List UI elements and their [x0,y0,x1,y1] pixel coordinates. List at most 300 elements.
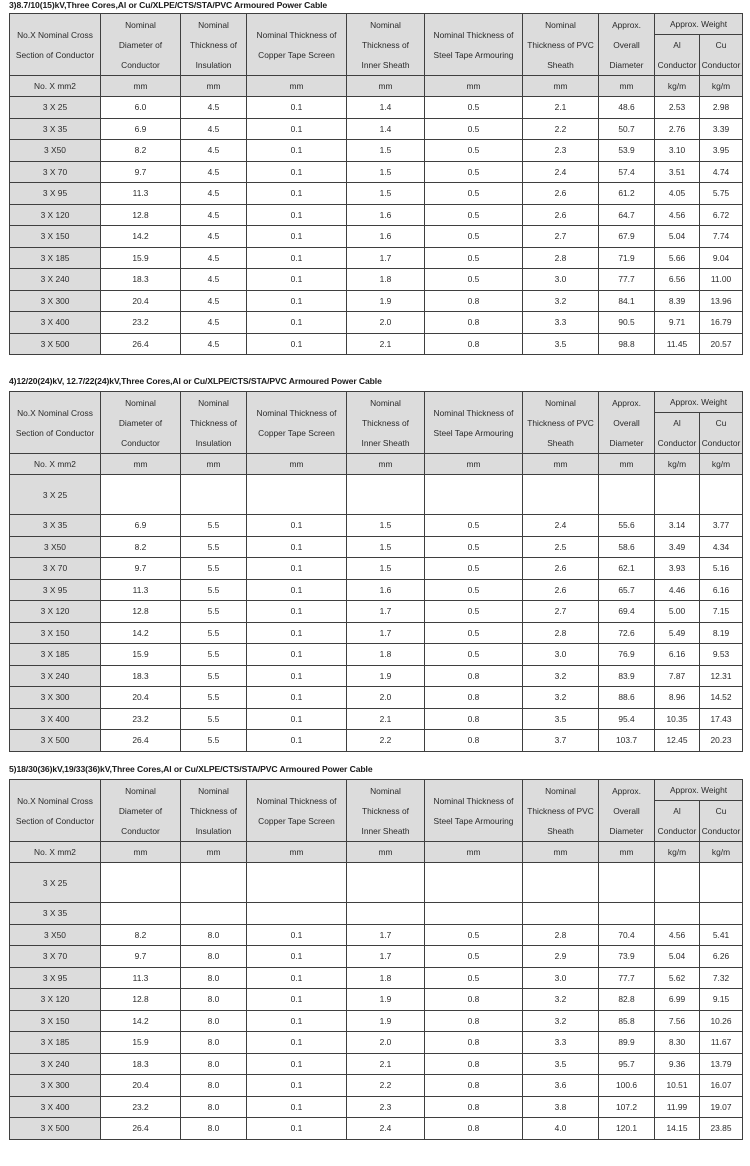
pvc-sheath-cell: 3.6 [523,1075,599,1097]
al-weight-cell: 5.66 [655,247,700,269]
overall-diameter-cell: 64.7 [599,204,655,226]
table-row [10,1096,743,1118]
steel-tape-header [425,14,523,76]
pvc-sheath-cell: 3.0 [523,967,599,989]
unit-pvc-sheath: mm [523,842,599,863]
overall-diameter-cell: 84.1 [599,290,655,312]
table-row [10,863,743,903]
insulation-cell: 8.0 [181,1053,247,1075]
cross-section-cell: 3 X 150 [10,1010,101,1032]
insulation-header [181,392,247,454]
header-line: No.X Nominal Cross [17,407,93,418]
steel-tape-cell: 0.5 [425,622,523,644]
inner-sheath-cell: 2.3 [347,1096,425,1118]
inner-sheath-cell: 1.6 [347,226,425,248]
copper-tape-cell: 0.1 [247,118,347,140]
inner-sheath-header [347,14,425,76]
copper-tape-cell [247,475,347,515]
header-line: Section of Conductor [15,427,95,438]
copper-tape-cell: 0.1 [247,312,347,334]
copper-tape-cell: 0.1 [247,967,347,989]
al-weight-cell: 5.62 [655,967,700,989]
diameter-cell: 18.3 [101,665,181,687]
insulation-cell: 8.0 [181,967,247,989]
unit-cross-section: No. X mm2 [10,454,101,475]
insulation-cell: 8.0 [181,1032,247,1054]
header-line: Thickness of [361,417,409,428]
unit-inner-sheath: mm [347,76,425,97]
inner-sheath-cell: 2.2 [347,730,425,752]
unit-diameter: mm [101,842,181,863]
cross-section-cell: 3 X 240 [10,665,101,687]
insulation-cell: 5.5 [181,708,247,730]
unit-diameter: mm [101,454,181,475]
spec-table [9,779,743,1140]
inner-sheath-cell: 2.1 [347,333,425,355]
header-line: Copper Tape Screen [258,49,335,60]
steel-tape-cell: 0.8 [425,730,523,752]
cu-weight-cell: 7.74 [700,226,743,248]
pvc-sheath-cell: 3.3 [523,1032,599,1054]
cross-section-cell: 3 X 400 [10,708,101,730]
cu-weight-cell: 8.19 [700,622,743,644]
inner-sheath-cell: 1.7 [347,946,425,968]
overall-diameter-header [599,14,655,76]
insulation-cell: 4.5 [181,183,247,205]
pvc-sheath-cell: 3.5 [523,333,599,355]
header-line: Insulation [195,59,232,70]
cross-section-cell: 3 X 500 [10,333,101,355]
insulation-cell: 8.0 [181,1075,247,1097]
diameter-cell: 9.7 [101,161,181,183]
overall-diameter-cell: 83.9 [599,665,655,687]
approx-weight-header: Approx. Weight [655,780,743,801]
inner-sheath-cell: 2.1 [347,708,425,730]
diameter-header [101,392,181,454]
steel-tape-cell: 0.5 [425,97,523,119]
insulation-cell: 8.0 [181,924,247,946]
steel-tape-cell: 0.5 [425,946,523,968]
cu-weight-cell [700,475,743,515]
header-line: Steel Tape Armouring [433,49,514,60]
table-row [10,515,743,537]
unit-copper-tape: mm [247,76,347,97]
al-weight-cell: 5.04 [655,946,700,968]
diameter-cell: 14.2 [101,226,181,248]
unit-al-weight: kg/m [655,76,700,97]
unit-cu-weight: kg/m [700,76,743,97]
units-row [10,842,743,863]
header-line: Nominal [198,19,229,30]
inner-sheath-header [347,392,425,454]
steel-tape-header [425,392,523,454]
steel-tape-cell: 0.8 [425,333,523,355]
steel-tape-cell [425,903,523,925]
cu-conductor-header [700,801,743,842]
overall-diameter-cell: 120.1 [599,1118,655,1140]
cross-section-cell: 3 X 70 [10,558,101,580]
al-conductor-header [655,801,700,842]
header-line: Nominal [370,19,401,30]
inner-sheath-cell: 2.0 [347,312,425,334]
inner-sheath-cell: 1.8 [347,967,425,989]
diameter-cell: 6.9 [101,118,181,140]
insulation-cell: 4.5 [181,312,247,334]
pvc-sheath-cell: 3.2 [523,665,599,687]
inner-sheath-cell: 1.5 [347,140,425,162]
header-line: Nominal [125,19,156,30]
diameter-cell: 9.7 [101,946,181,968]
inner-sheath-cell: 1.9 [347,1010,425,1032]
overall-diameter-header [599,392,655,454]
unit-cu-weight: kg/m [700,842,743,863]
overall-diameter-cell: 62.1 [599,558,655,580]
pvc-sheath-cell: 3.2 [523,687,599,709]
cross-section-cell: 3 X 400 [10,312,101,334]
inner-sheath-cell: 1.6 [347,204,425,226]
al-weight-cell: 6.99 [655,989,700,1011]
pvc-sheath-cell: 2.6 [523,558,599,580]
copper-tape-cell: 0.1 [247,1096,347,1118]
insulation-cell [181,903,247,925]
copper-tape-cell: 0.1 [247,730,347,752]
diameter-cell: 14.2 [101,1010,181,1032]
insulation-cell: 8.0 [181,1096,247,1118]
diameter-header [101,780,181,842]
al-weight-cell: 3.10 [655,140,700,162]
inner-sheath-cell: 1.7 [347,622,425,644]
header-line: Nominal [198,397,229,408]
section-title: 3)8.7/10(15)kV,Three Cores,Al or Cu/XLPE/CTS/STA/PVC Armoured Power Cable [9,0,328,10]
cu-weight-cell: 4.74 [700,161,743,183]
pvc-sheath-cell: 3.0 [523,269,599,291]
table-row [10,644,743,666]
al-weight-cell [655,863,700,903]
insulation-cell: 4.5 [181,333,247,355]
header-line: Diameter [609,825,644,836]
inner-sheath-cell: 1.8 [347,644,425,666]
pvc-sheath-cell: 2.3 [523,140,599,162]
cu-weight-cell: 3.95 [700,140,743,162]
table-row [10,269,743,291]
overall-diameter-cell: 98.8 [599,333,655,355]
steel-tape-header [425,780,523,842]
overall-diameter-cell [599,863,655,903]
unit-insulation: mm [181,842,247,863]
al-weight-cell: 8.96 [655,687,700,709]
unit-inner-sheath: mm [347,454,425,475]
overall-diameter-cell: 65.7 [599,579,655,601]
unit-diameter: mm [101,76,181,97]
insulation-cell: 5.5 [181,730,247,752]
header-line: Thickness of [189,417,237,428]
cross-section-cell: 3 X 300 [10,290,101,312]
diameter-cell: 20.4 [101,290,181,312]
insulation-cell: 8.0 [181,946,247,968]
insulation-cell: 4.5 [181,226,247,248]
steel-tape-cell: 0.5 [425,924,523,946]
table-row [10,1075,743,1097]
header-line: Section of Conductor [15,815,95,826]
cu-conductor-header [700,413,743,454]
copper-tape-cell: 0.1 [247,290,347,312]
cross-section-cell: 3 X 120 [10,204,101,226]
inner-sheath-cell: 1.5 [347,161,425,183]
al-conductor-header [655,413,700,454]
table-row [10,1010,743,1032]
inner-sheath-cell: 2.0 [347,687,425,709]
copper-tape-header [247,780,347,842]
cu-weight-cell: 16.07 [700,1075,743,1097]
inner-sheath-cell [347,475,425,515]
diameter-cell: 14.2 [101,622,181,644]
approx-weight-header: Approx. Weight [655,392,743,413]
steel-tape-cell: 0.8 [425,1096,523,1118]
header-line: Diameter [609,437,644,448]
insulation-cell: 4.5 [181,247,247,269]
diameter-cell: 15.9 [101,644,181,666]
diameter-cell [101,475,181,515]
al-weight-cell: 11.99 [655,1096,700,1118]
table-row [10,665,743,687]
cu-weight-cell: 13.79 [700,1053,743,1075]
steel-tape-cell: 0.5 [425,183,523,205]
header-line: Inner Sheath [361,437,410,448]
pvc-sheath-cell [523,475,599,515]
insulation-cell: 5.5 [181,622,247,644]
insulation-header [181,14,247,76]
insulation-cell: 5.5 [181,579,247,601]
insulation-cell: 4.5 [181,290,247,312]
insulation-cell: 5.5 [181,687,247,709]
cu-conductor-header [700,35,743,76]
cross-section-cell: 3 X 500 [10,1118,101,1140]
pvc-sheath-cell [523,903,599,925]
insulation-cell: 4.5 [181,97,247,119]
unit-insulation: mm [181,76,247,97]
cu-weight-cell: 12.31 [700,665,743,687]
spec-table [9,13,743,355]
header-line: Thickness of [361,39,409,50]
inner-sheath-cell: 1.7 [347,247,425,269]
header-line: Conductor [657,826,697,836]
pvc-sheath-cell: 2.6 [523,204,599,226]
pvc-sheath-cell: 3.0 [523,644,599,666]
pvc-sheath-cell: 2.9 [523,946,599,968]
cu-weight-cell: 10.26 [700,1010,743,1032]
diameter-cell: 11.3 [101,579,181,601]
section-title: 5)18/30(36)kV,19/33(36)kV,Three Cores,Al or Cu/XLPE/CTS/STA/PVC Armoured Power Cable [9,764,373,774]
cross-section-cell: 3 X 500 [10,730,101,752]
copper-tape-cell: 0.1 [247,161,347,183]
pvc-sheath-cell: 3.2 [523,1010,599,1032]
overall-diameter-cell: 89.9 [599,1032,655,1054]
inner-sheath-cell: 1.9 [347,290,425,312]
copper-tape-cell: 0.1 [247,226,347,248]
table-row [10,989,743,1011]
al-weight-cell: 5.04 [655,226,700,248]
pvc-sheath-cell: 3.2 [523,290,599,312]
steel-tape-cell: 0.5 [425,161,523,183]
inner-sheath-cell: 1.4 [347,118,425,140]
cross-section-cell: 3 X 185 [10,644,101,666]
al-weight-cell: 4.05 [655,183,700,205]
table-row [10,730,743,752]
copper-tape-cell: 0.1 [247,269,347,291]
copper-tape-cell: 0.1 [247,515,347,537]
unit-steel-tape: mm [425,454,523,475]
cu-weight-cell: 3.39 [700,118,743,140]
header-line: Nominal Thickness of [433,407,514,418]
copper-tape-cell: 0.1 [247,1032,347,1054]
cu-weight-cell: 2.98 [700,97,743,119]
al-weight-cell: 10.35 [655,708,700,730]
diameter-cell: 26.4 [101,1118,181,1140]
insulation-cell: 4.5 [181,118,247,140]
inner-sheath-cell: 1.5 [347,558,425,580]
table-row [10,97,743,119]
cross-section-cell: 3 X 120 [10,601,101,623]
header-line: No.X Nominal Cross [17,795,93,806]
pvc-sheath-cell: 2.8 [523,247,599,269]
copper-tape-cell: 0.1 [247,579,347,601]
header-line: Nominal [545,785,576,796]
unit-steel-tape: mm [425,842,523,863]
inner-sheath-cell: 2.4 [347,1118,425,1140]
overall-diameter-cell: 69.4 [599,601,655,623]
inner-sheath-cell: 1.5 [347,515,425,537]
header-line: Approx. [612,397,641,408]
unit-inner-sheath: mm [347,842,425,863]
inner-sheath-cell: 1.9 [347,665,425,687]
overall-diameter-cell: 82.8 [599,989,655,1011]
header-line: Overall [613,417,640,428]
insulation-cell [181,475,247,515]
cross-section-cell: 3 X 400 [10,1096,101,1118]
cu-weight-cell [700,863,743,903]
header-line: Nominal [545,397,576,408]
cu-weight-cell: 11.67 [700,1032,743,1054]
overall-diameter-cell: 100.6 [599,1075,655,1097]
header-line: Copper Tape Screen [258,815,335,826]
table-row [10,118,743,140]
steel-tape-cell: 0.5 [425,226,523,248]
header-line: Conductor [701,438,741,448]
cu-weight-cell: 23.85 [700,1118,743,1140]
diameter-cell: 6.0 [101,97,181,119]
pvc-sheath-cell [523,863,599,903]
overall-diameter-cell: 77.7 [599,269,655,291]
cu-weight-cell: 5.75 [700,183,743,205]
steel-tape-cell: 0.8 [425,708,523,730]
al-weight-cell: 3.93 [655,558,700,580]
overall-diameter-cell: 90.5 [599,312,655,334]
cross-section-cell: 3 X 35 [10,118,101,140]
copper-tape-cell: 0.1 [247,601,347,623]
unit-cu-weight: kg/m [700,454,743,475]
cross-section-cell: 3 X50 [10,536,101,558]
copper-tape-cell: 0.1 [247,140,347,162]
diameter-cell: 8.2 [101,924,181,946]
diameter-cell: 15.9 [101,1032,181,1054]
overall-diameter-header [599,780,655,842]
table-row [10,687,743,709]
diameter-cell: 20.4 [101,687,181,709]
cu-weight-cell: 5.16 [700,558,743,580]
header-line: Approx. [612,19,641,30]
copper-tape-cell: 0.1 [247,1010,347,1032]
cu-weight-cell: 7.15 [700,601,743,623]
steel-tape-cell: 0.5 [425,140,523,162]
insulation-cell: 5.5 [181,601,247,623]
cu-weight-cell: 6.16 [700,579,743,601]
inner-sheath-cell: 1.8 [347,269,425,291]
al-weight-cell: 4.56 [655,204,700,226]
header-line: Inner Sheath [361,59,410,70]
copper-tape-cell [247,903,347,925]
inner-sheath-cell: 1.6 [347,579,425,601]
overall-diameter-cell: 72.6 [599,622,655,644]
insulation-cell: 8.0 [181,1010,247,1032]
inner-sheath-cell: 1.7 [347,924,425,946]
overall-diameter-cell [599,475,655,515]
pvc-sheath-cell: 2.1 [523,97,599,119]
al-weight-cell: 10.51 [655,1075,700,1097]
insulation-cell: 5.5 [181,558,247,580]
cu-weight-cell: 17.43 [700,708,743,730]
header-line: Thickness of [361,805,409,816]
overall-diameter-cell: 48.6 [599,97,655,119]
steel-tape-cell: 0.8 [425,1032,523,1054]
cu-weight-cell: 14.52 [700,687,743,709]
unit-cross-section: No. X mm2 [10,842,101,863]
header-line: Inner Sheath [361,825,410,836]
overall-diameter-cell: 57.4 [599,161,655,183]
table-row [10,333,743,355]
al-weight-cell: 8.30 [655,1032,700,1054]
approx-weight-header: Approx. Weight [655,14,743,35]
diameter-cell: 12.8 [101,204,181,226]
cu-weight-cell: 19.07 [700,1096,743,1118]
pvc-sheath-cell: 2.5 [523,536,599,558]
diameter-cell: 12.8 [101,989,181,1011]
cross-section-cell: 3 X 95 [10,967,101,989]
diameter-cell: 9.7 [101,558,181,580]
al-conductor-header [655,35,700,76]
al-weight-cell: 3.14 [655,515,700,537]
cross-section-cell: 3 X 120 [10,989,101,1011]
spec-table [9,391,743,752]
unit-overall-diameter: mm [599,842,655,863]
table-row [10,247,743,269]
table-row [10,967,743,989]
table-row [10,579,743,601]
al-weight-cell: 7.87 [655,665,700,687]
unit-copper-tape: mm [247,454,347,475]
cu-weight-cell: 9.04 [700,247,743,269]
copper-tape-cell: 0.1 [247,989,347,1011]
inner-sheath-cell: 1.4 [347,97,425,119]
header-line: Conductor [121,59,160,70]
copper-tape-cell: 0.1 [247,247,347,269]
table-row [10,475,743,515]
al-weight-cell: 12.45 [655,730,700,752]
steel-tape-cell: 0.8 [425,1118,523,1140]
diameter-cell: 23.2 [101,1096,181,1118]
diameter-cell: 18.3 [101,269,181,291]
insulation-header [181,780,247,842]
insulation-cell: 5.5 [181,536,247,558]
